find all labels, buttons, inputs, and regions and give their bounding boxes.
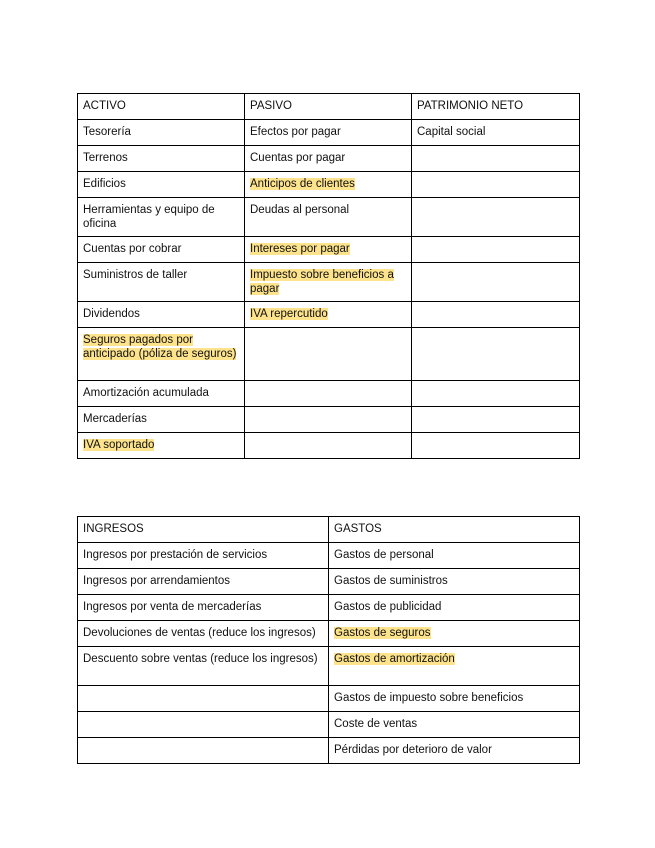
cell-text: Ingresos por venta de mercaderías — [83, 601, 262, 613]
cell-text: Deudas al personal — [250, 204, 350, 216]
header-cell-pasivo: PASIVO — [245, 94, 412, 120]
patrimonio-neto-cell — [412, 263, 580, 302]
table-row — [78, 302, 580, 328]
table-row — [78, 543, 580, 569]
ingresos-cell — [78, 647, 329, 686]
pasivo-cell — [245, 172, 412, 198]
gastos-cell — [329, 569, 580, 595]
table-row — [78, 198, 580, 237]
table-row — [78, 263, 580, 302]
cell-text: Amortización acumulada — [83, 387, 209, 399]
gastos-cell — [329, 595, 580, 621]
patrimonio-neto-cell — [412, 120, 580, 146]
cell-text: Suministros de taller — [83, 269, 188, 281]
cell-text: Tesorería — [83, 126, 131, 138]
cell-text: Edificios — [83, 178, 126, 190]
table-row — [78, 237, 580, 263]
cell-text: Efectos por pagar — [250, 126, 341, 138]
header-cell-gastos: GASTOS — [329, 517, 580, 543]
patrimonio-neto-cell — [412, 302, 580, 328]
cell-text: Gastos de personal — [334, 549, 434, 561]
patrimonio-neto-cell — [412, 433, 580, 459]
ingresos-cell — [78, 543, 329, 569]
table-row — [78, 328, 580, 381]
table-row — [78, 381, 580, 407]
cell-text: Mercaderías — [83, 413, 147, 425]
activo-cell — [78, 237, 245, 263]
cell-text: Herramientas y equipo de oficina — [83, 204, 215, 230]
cell-text: Gastos de publicidad — [334, 601, 442, 613]
patrimonio-neto-cell — [412, 237, 580, 263]
activo-cell — [78, 172, 245, 198]
pasivo-cell — [245, 198, 412, 237]
table-row — [78, 120, 580, 146]
cell-text: Gastos de seguros — [334, 627, 431, 639]
cell-text: Impuesto sobre beneficios a pagar — [250, 269, 394, 295]
cell-text: Cuentas por pagar — [250, 152, 346, 164]
activo-cell — [78, 381, 245, 407]
cell-text: Coste de ventas — [334, 718, 418, 730]
cell-text: IVA repercutido — [250, 308, 328, 320]
pasivo-cell — [245, 146, 412, 172]
cell-text: IVA soportado — [83, 439, 155, 451]
table-row — [78, 712, 580, 738]
cell-text: Devoluciones de ventas (reduce los ingresos) — [83, 627, 316, 639]
activo-cell — [78, 146, 245, 172]
pasivo-cell — [245, 381, 412, 407]
pasivo-cell — [245, 433, 412, 459]
pasivo-cell — [245, 328, 412, 381]
ingresos-cell — [78, 738, 329, 764]
cell-text: Capital social — [417, 126, 486, 138]
ingresos-cell — [78, 712, 329, 738]
pasivo-cell — [245, 302, 412, 328]
gastos-cell — [329, 738, 580, 764]
ingresos-cell — [78, 595, 329, 621]
gastos-cell — [329, 543, 580, 569]
activo-cell — [78, 302, 245, 328]
activo-cell — [78, 328, 245, 381]
patrimonio-neto-cell — [412, 146, 580, 172]
table-row — [78, 621, 580, 647]
gastos-cell — [329, 712, 580, 738]
ingresos-cell — [78, 569, 329, 595]
cell-text: Pérdidas por deterioro de valor — [334, 744, 492, 756]
cell-text: Anticipos de clientes — [250, 178, 355, 190]
table-row — [78, 738, 580, 764]
activo-cell — [78, 120, 245, 146]
patrimonio-neto-cell — [412, 172, 580, 198]
table-row — [78, 647, 580, 686]
activo-cell — [78, 433, 245, 459]
gastos-cell — [329, 686, 580, 712]
cell-text: Ingresos por arrendamientos — [83, 575, 231, 587]
header-cell-activo: ACTIVO — [78, 94, 245, 120]
income-expense-table — [77, 516, 580, 764]
table-row — [78, 595, 580, 621]
cell-text: Descuento sobre ventas (reduce los ingresos) — [83, 653, 318, 665]
table-row — [78, 686, 580, 712]
patrimonio-neto-cell — [412, 328, 580, 381]
table-row — [78, 146, 580, 172]
ingresos-cell — [78, 621, 329, 647]
cell-text: Cuentas por cobrar — [83, 243, 182, 255]
cell-text: Gastos de impuesto sobre beneficios — [334, 692, 524, 704]
balance-table — [77, 93, 580, 459]
patrimonio-neto-cell — [412, 407, 580, 433]
gastos-cell — [329, 647, 580, 686]
pasivo-cell — [245, 237, 412, 263]
pasivo-cell — [245, 407, 412, 433]
ingresos-cell — [78, 686, 329, 712]
table-row — [78, 569, 580, 595]
table-row — [78, 172, 580, 198]
header-cell-ingresos: INGRESOS — [78, 517, 329, 543]
cell-text: Ingresos por prestación de servicios — [83, 549, 268, 561]
patrimonio-neto-cell — [412, 381, 580, 407]
header-cell-patrimonio-neto: PATRIMONIO NETO — [412, 94, 580, 120]
activo-cell — [78, 263, 245, 302]
header-row — [78, 94, 580, 120]
activo-cell — [78, 198, 245, 237]
cell-text: Dividendos — [83, 308, 140, 320]
header-row — [78, 517, 580, 543]
cell-text: Terrenos — [83, 152, 128, 164]
gastos-cell — [329, 621, 580, 647]
pasivo-cell — [245, 120, 412, 146]
pasivo-cell — [245, 263, 412, 302]
activo-cell — [78, 407, 245, 433]
cell-text: Intereses por pagar — [250, 243, 350, 255]
patrimonio-neto-cell — [412, 198, 580, 237]
table-row — [78, 433, 580, 459]
cell-text: Gastos de amortización — [334, 653, 455, 665]
cell-text: Gastos de suministros — [334, 575, 448, 587]
cell-text: Seguros pagados por anticipado (póliza de seguros) — [83, 334, 237, 360]
table-row — [78, 407, 580, 433]
